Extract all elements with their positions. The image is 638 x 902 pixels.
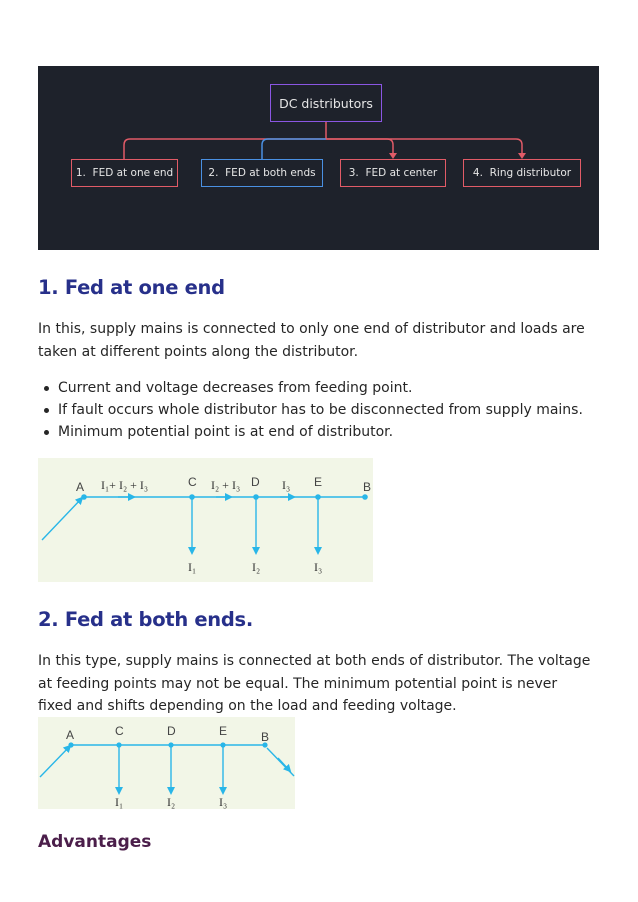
load-current-1: I₁ [115, 795, 124, 809]
node-number: 4. [472, 167, 483, 179]
load-current-2: I₂ [167, 795, 176, 809]
advantages-heading: Advantages [38, 832, 152, 852]
node-a [68, 742, 73, 747]
load-current-2: I₂ [252, 560, 261, 574]
label-e: E [219, 724, 228, 738]
feed-line [42, 498, 82, 540]
section-title-fed-both-ends: 2. Fed at both ends. [38, 608, 253, 631]
tree-node-fed-one-end [71, 159, 178, 187]
section1-bullet-list [38, 377, 583, 443]
current-seg-de: I₃ [282, 478, 291, 492]
label-d: D [167, 724, 176, 738]
node-label: FED at both ends [225, 167, 316, 179]
node-number: 3. [348, 167, 359, 179]
tree-root-label: DC distributors [279, 95, 373, 111]
node-label: Ring distributor [489, 167, 572, 179]
fed-one-end-circuit [38, 458, 373, 582]
feed-line-right [267, 748, 294, 776]
label-a: A [76, 480, 85, 494]
load-current-3: I₃ [219, 795, 228, 809]
section-title-fed-one-end: 1. Fed at one end [38, 276, 225, 299]
list-item: If fault occurs whole distributor has to be disconnected from supply mains. [38, 399, 583, 421]
label-b: B [363, 480, 372, 494]
label-b: B [261, 730, 270, 744]
label-e: E [314, 475, 323, 489]
dc-distributors-tree [38, 66, 599, 250]
current-seg-cd: I₂ + I₃ [211, 478, 241, 492]
node-label: FED at center [365, 167, 438, 179]
list-item: Current and voltage decreases from feeding point. [38, 377, 583, 399]
fed-one-end-diagram [38, 458, 373, 582]
tree-root-node [270, 84, 382, 122]
node-a [81, 494, 87, 500]
label-d: D [251, 475, 260, 489]
load-current-1: I₁ [188, 560, 197, 574]
node-number: 2. [208, 167, 219, 179]
section1-paragraph: In this, supply mains is connected to only one end of distributor and loads are taken at different points along the distributor. [38, 321, 585, 360]
fed-both-ends-circuit [38, 717, 295, 809]
load-current-3: I₃ [314, 560, 323, 574]
tree-node-ring-distributor [463, 159, 581, 187]
feed-line-left [40, 746, 70, 777]
section2-paragraph: In this type, supply mains is connected at both ends of distributor. The voltage at feeding points may not be equal. The minimum potential point is never fixed and shifts depending on the load and feeding voltage. [38, 653, 591, 714]
fed-both-ends-diagram [38, 717, 295, 809]
tree-node-fed-center [340, 159, 446, 187]
list-item: Minimum potential point is at end of distributor. [38, 421, 583, 443]
node-b [362, 494, 368, 500]
tree-node-fed-both-ends [201, 159, 323, 187]
label-c: C [188, 475, 197, 489]
current-seg-ac: I₁+ I₂ + I₃ [101, 478, 149, 492]
label-a: A [66, 728, 75, 742]
node-label: FED at one end [92, 167, 174, 179]
node-number: 1. [75, 167, 86, 179]
label-c: C [115, 724, 124, 738]
